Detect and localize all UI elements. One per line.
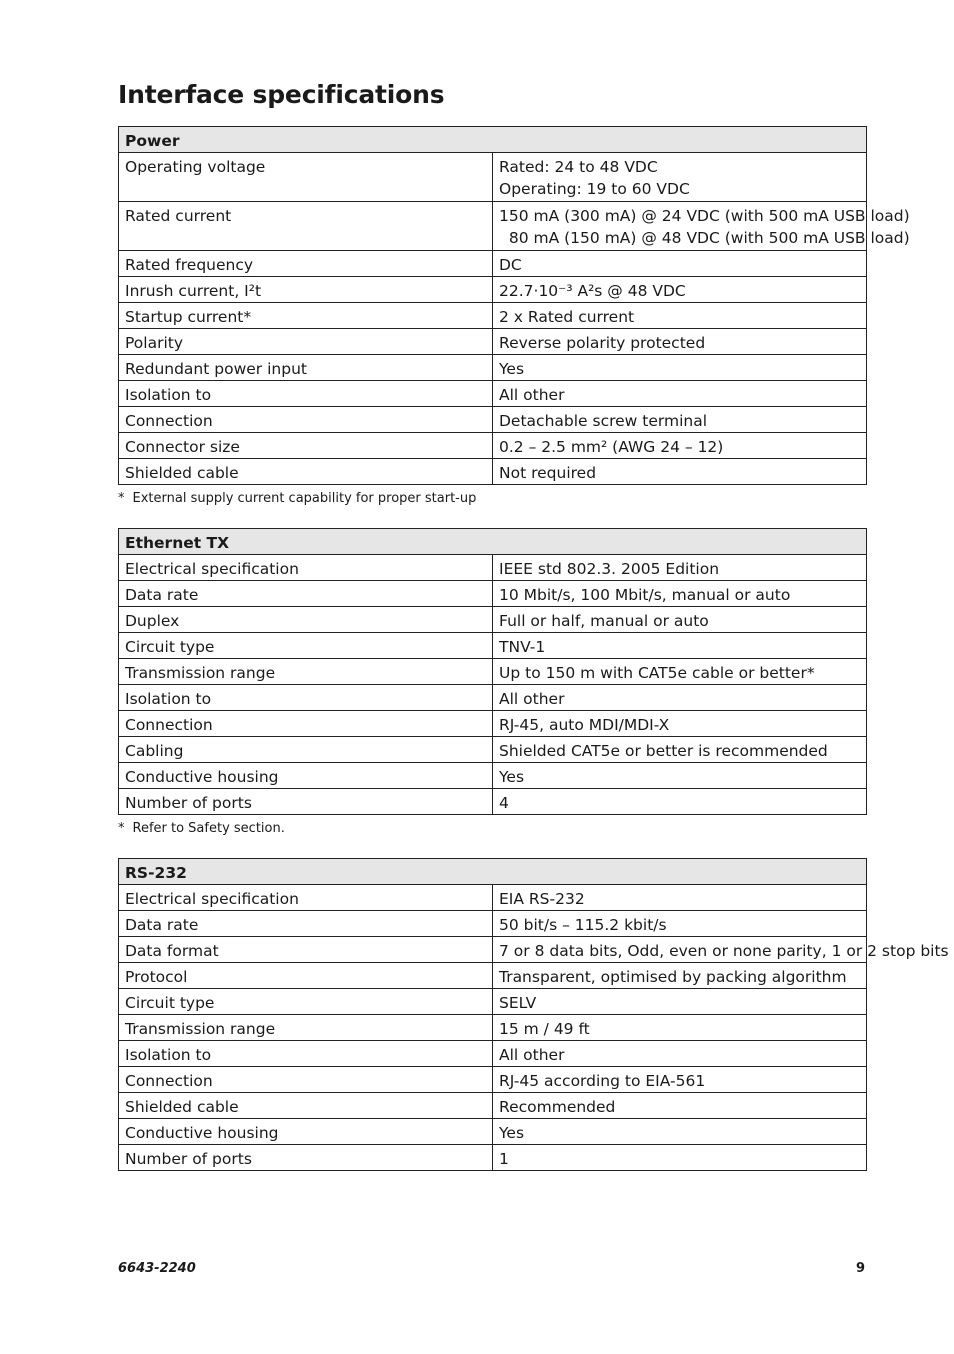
ethernet-footnote (118, 821, 867, 836)
footnote-marker: * (118, 821, 125, 836)
ethernet-spec-section (118, 528, 867, 836)
spec-value (493, 459, 867, 485)
spec-label: Circuit type (119, 989, 493, 1015)
spec-value (493, 355, 867, 381)
spec-label: Number of ports (119, 1145, 493, 1171)
spec-label: Circuit type (119, 633, 493, 659)
spec-label: Number of ports (119, 789, 493, 815)
spec-value-line: 150 mA (300 mA) @ 24 VDC (with 500 mA USB load) (499, 207, 910, 225)
rs232-spec-section (118, 858, 949, 1171)
spec-value-line: 2 x Rated current (499, 308, 635, 326)
table-row (119, 789, 867, 815)
spec-label: Transmission range (119, 659, 493, 685)
spec-value-line: Operating: 19 to 60 VDC (499, 180, 690, 198)
spec-value (493, 1067, 867, 1093)
spec-value-line: RJ-45, auto MDI/MDI-X (499, 716, 670, 734)
spec-value-line: Yes (499, 768, 525, 786)
spec-value (493, 251, 867, 277)
spec-label: Isolation to (119, 685, 493, 711)
table-row (119, 911, 867, 937)
spec-value-line: RJ-45 according to EIA-561 (499, 1072, 706, 1090)
table-row (119, 407, 867, 433)
table-row (119, 329, 867, 355)
spec-label: Startup current* (119, 303, 493, 329)
spec-label: Polarity (119, 329, 493, 355)
spec-value-line: All other (499, 690, 565, 708)
table-row (119, 1119, 867, 1145)
spec-value (493, 303, 867, 329)
spec-value (493, 407, 867, 433)
spec-label: Shielded cable (119, 459, 493, 485)
spec-value-line: Reverse polarity protected (499, 334, 706, 352)
spec-label: Connection (119, 711, 493, 737)
spec-label: Cabling (119, 737, 493, 763)
spec-label: Data format (119, 937, 493, 963)
spec-value-line: Recommended (499, 1098, 616, 1116)
page-title: Interface specifications (118, 80, 445, 109)
table-row (119, 277, 867, 303)
spec-value-line: Full or half, manual or auto (499, 612, 709, 630)
spec-value-line: Shielded CAT5e or better is recommended (499, 742, 828, 760)
spec-value-line: Not required (499, 464, 597, 482)
spec-value-line: 7 or 8 data bits, Odd, even or none parity, 1 or 2 stop bits (499, 942, 949, 960)
spec-value (493, 1093, 867, 1119)
footnote-text: External supply current capability for proper start-up (132, 491, 477, 506)
spec-label: Data rate (119, 911, 493, 937)
table-row (119, 711, 867, 737)
spec-value-line: Yes (499, 1124, 525, 1142)
spec-label: Inrush current, I²t (119, 277, 493, 303)
spec-value (493, 433, 867, 459)
section-heading: Power (119, 127, 867, 153)
table-header-row (119, 127, 867, 153)
table-row (119, 459, 867, 485)
spec-label: Transmission range (119, 1015, 493, 1041)
spec-value (493, 607, 867, 633)
spec-value (493, 937, 949, 963)
rs232-table (118, 858, 949, 1171)
table-header-row (119, 859, 867, 885)
spec-value (493, 659, 867, 685)
spec-value-line: 22.7·10⁻³ A²s @ 48 VDC (499, 282, 686, 300)
spec-value (493, 789, 867, 815)
spec-value-line: All other (499, 1046, 565, 1064)
spec-label: Protocol (119, 963, 493, 989)
table-row (119, 555, 867, 581)
spec-value (493, 202, 910, 251)
table-row (119, 251, 867, 277)
spec-value (493, 763, 867, 789)
spec-value-line: 4 (499, 794, 509, 812)
table-row (119, 1041, 867, 1067)
spec-value (493, 885, 867, 911)
spec-value (493, 963, 867, 989)
spec-value-line: 80 mA (150 mA) @ 48 VDC (with 500 mA USB load) (499, 229, 910, 247)
spec-value-line: Rated: 24 to 48 VDC (499, 158, 658, 176)
table-row (119, 737, 867, 763)
spec-value-line: EIA RS-232 (499, 890, 585, 908)
table-row (119, 433, 867, 459)
table-row (119, 1145, 867, 1171)
spec-value (493, 1119, 867, 1145)
table-row (119, 303, 867, 329)
spec-value-line: SELV (499, 994, 537, 1012)
spec-value (493, 633, 867, 659)
table-row (119, 381, 867, 407)
spec-value (493, 737, 867, 763)
table-row (119, 937, 867, 963)
spec-value (493, 911, 867, 937)
spec-value (493, 381, 867, 407)
table-row (119, 202, 867, 251)
table-row (119, 355, 867, 381)
spec-value-line: All other (499, 386, 565, 404)
spec-value (493, 329, 867, 355)
spec-value (493, 989, 867, 1015)
spec-value (493, 1145, 867, 1171)
spec-value-line: 0.2 – 2.5 mm² (AWG 24 – 12) (499, 438, 724, 456)
spec-value-line: Detachable screw terminal (499, 412, 708, 430)
spec-label: Redundant power input (119, 355, 493, 381)
spec-value-line: TNV-1 (499, 638, 546, 656)
spec-label: Connection (119, 1067, 493, 1093)
power-spec-section (118, 126, 910, 506)
spec-label: Rated current (119, 202, 493, 251)
spec-label: Shielded cable (119, 1093, 493, 1119)
spec-value (493, 1041, 867, 1067)
table-row (119, 153, 867, 202)
spec-label: Duplex (119, 607, 493, 633)
spec-value-line: 1 (499, 1150, 509, 1168)
spec-label: Electrical specification (119, 555, 493, 581)
spec-label: Data rate (119, 581, 493, 607)
spec-label: Operating voltage (119, 153, 493, 202)
spec-value-line: 15 m / 49 ft (499, 1020, 590, 1038)
document-number: 6643-2240 (118, 1261, 196, 1276)
spec-value-line: IEEE std 802.3. 2005 Edition (499, 560, 720, 578)
table-row (119, 1093, 867, 1119)
ethernet-table (118, 528, 867, 815)
spec-value (493, 555, 867, 581)
spec-value-line: Yes (499, 360, 525, 378)
footnote-marker: * (118, 491, 125, 506)
spec-value (493, 277, 867, 303)
spec-label: Electrical specification (119, 885, 493, 911)
table-row (119, 633, 867, 659)
table-row (119, 659, 867, 685)
page-number: 9 (856, 1261, 866, 1276)
spec-label: Conductive housing (119, 763, 493, 789)
table-row (119, 763, 867, 789)
spec-value-line: Up to 150 m with CAT5e cable or better* (499, 664, 815, 682)
spec-value-line: 10 Mbit/s, 100 Mbit/s, manual or auto (499, 586, 791, 604)
section-heading: Ethernet TX (119, 529, 867, 555)
footnote-text: Refer to Safety section. (132, 821, 285, 836)
table-row (119, 885, 867, 911)
section-heading: RS-232 (119, 859, 867, 885)
spec-value (493, 1015, 867, 1041)
table-row (119, 1067, 867, 1093)
power-footnote (118, 491, 867, 506)
table-row (119, 685, 867, 711)
spec-value-line: Transparent, optimised by packing algorithm (499, 968, 847, 986)
table-row (119, 581, 867, 607)
spec-value-line: DC (499, 256, 522, 274)
spec-value (493, 153, 867, 202)
spec-value-line: 50 bit/s – 115.2 kbit/s (499, 916, 667, 934)
spec-label: Connector size (119, 433, 493, 459)
spec-label: Isolation to (119, 1041, 493, 1067)
spec-label: Connection (119, 407, 493, 433)
spec-value (493, 581, 867, 607)
spec-value (493, 711, 867, 737)
spec-value (493, 685, 867, 711)
table-row (119, 607, 867, 633)
spec-label: Rated frequency (119, 251, 493, 277)
table-row (119, 989, 867, 1015)
spec-label: Isolation to (119, 381, 493, 407)
table-header-row (119, 529, 867, 555)
table-row (119, 963, 867, 989)
power-table (118, 126, 910, 485)
spec-label: Conductive housing (119, 1119, 493, 1145)
table-row (119, 1015, 867, 1041)
